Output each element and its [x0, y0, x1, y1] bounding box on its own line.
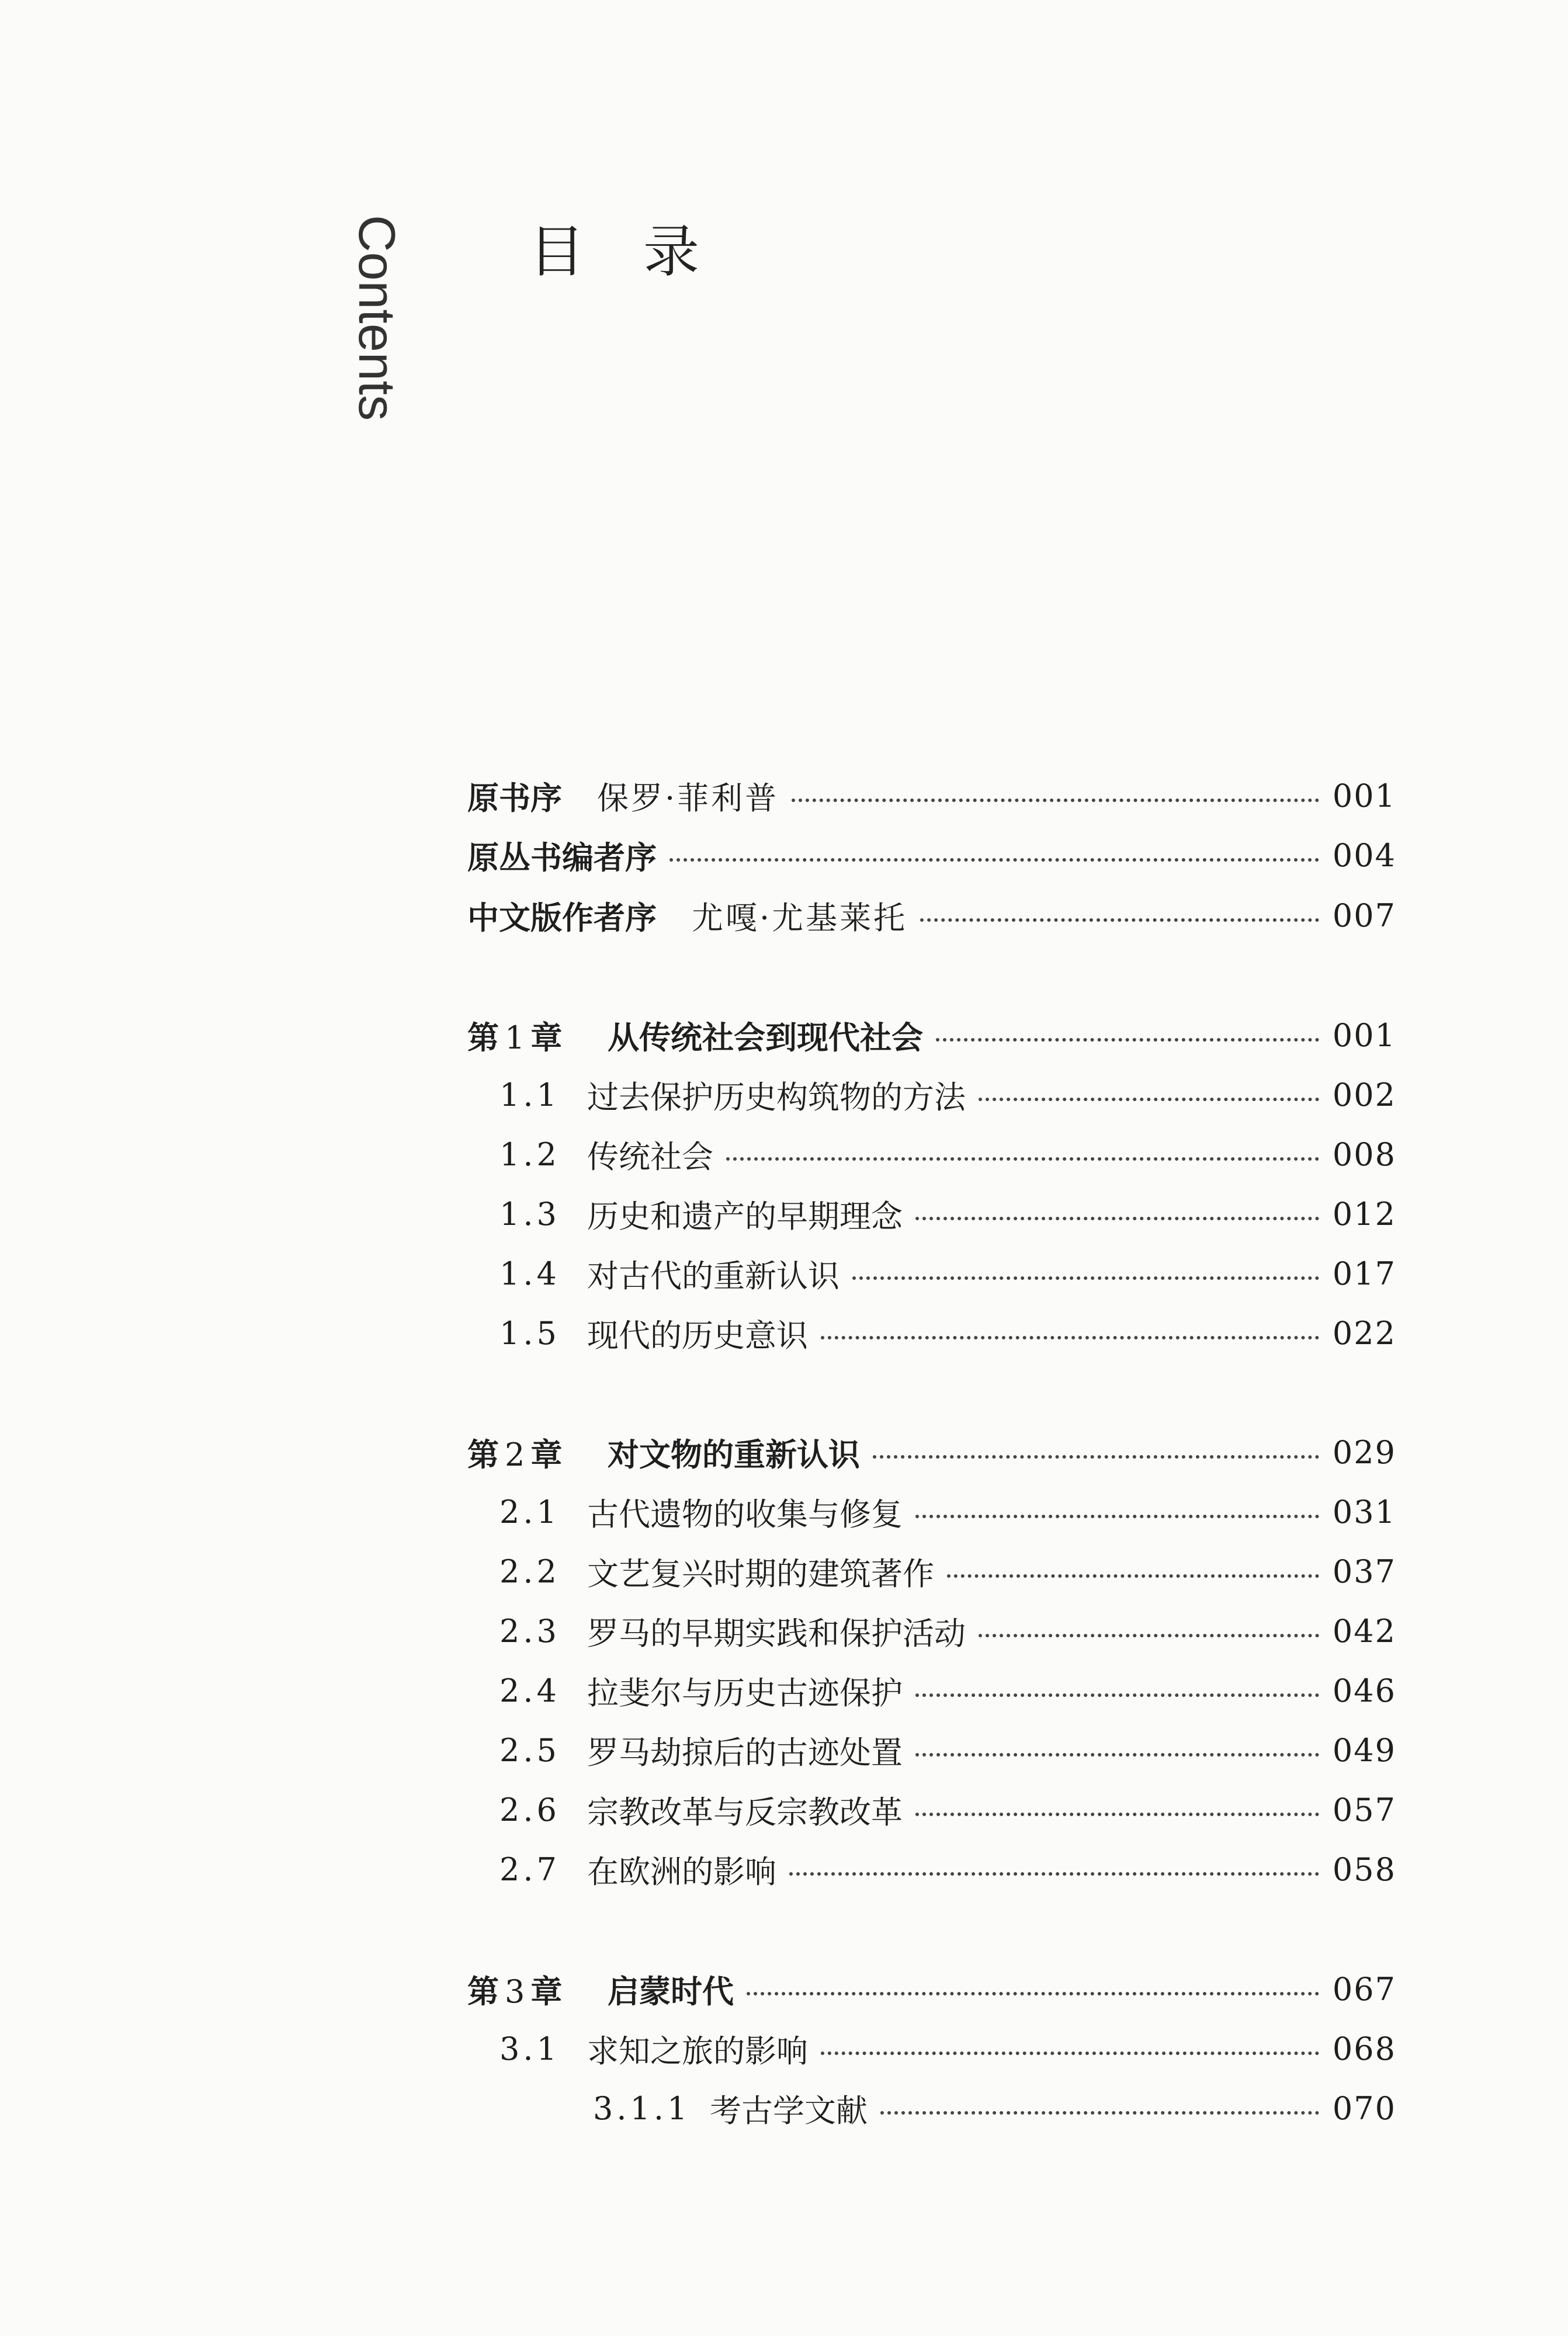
toc-section-1-2[interactable]: [499, 1131, 1396, 1178]
section-number: 2.5: [499, 1731, 560, 1769]
toc-leader-dots: [880, 2111, 1319, 2115]
toc-entry-author: 保罗·菲利普: [597, 779, 779, 817]
section-number: 1.4: [499, 1255, 560, 1292]
toc-page-number: 002: [1332, 1076, 1396, 1113]
section-title: 历史和遗产的早期理念: [587, 1197, 903, 1235]
toc-leader-dots: [726, 1157, 1319, 1161]
toc-page-number: 017: [1332, 1255, 1396, 1292]
toc-leader-dots: [915, 1515, 1319, 1518]
toc-leader-dots: [936, 1038, 1319, 1042]
toc-page-number: 037: [1332, 1553, 1396, 1590]
toc-leader-dots: [979, 1634, 1319, 1637]
toc-leader-dots: [821, 2052, 1319, 2055]
section-number: 2.7: [499, 1851, 560, 1888]
toc-leader-dots: [915, 1217, 1319, 1220]
toc-chapter-2[interactable]: [467, 1429, 1396, 1476]
toc-section-1-1[interactable]: [499, 1071, 1396, 1118]
toc-entry-label: 原书序: [467, 779, 562, 817]
toc-leader-dots: [979, 1098, 1319, 1101]
toc-leader-dots: [920, 918, 1319, 922]
toc-page-number: 029: [1332, 1433, 1396, 1471]
toc-section-2-4[interactable]: [499, 1667, 1396, 1714]
toc-section-2-2[interactable]: [499, 1548, 1396, 1595]
subsection-number: 3.1.1: [593, 2089, 691, 2127]
section-title: 拉斐尔与历史古迹保护: [587, 1674, 903, 1712]
toc-page-number: 012: [1332, 1195, 1396, 1233]
section-number: 1.1: [499, 1076, 560, 1113]
toc-leader-dots: [669, 858, 1319, 862]
section-title: 文艺复兴时期的建筑著作: [587, 1555, 934, 1592]
toc-page-number: 007: [1332, 897, 1396, 934]
toc-page-number: 031: [1332, 1493, 1396, 1530]
chapter-label: 第 3 章: [467, 1973, 563, 2010]
section-number: 1.2: [499, 1136, 560, 1173]
toc-leader-dots: [792, 799, 1319, 802]
side-title-contents: Contents: [348, 215, 406, 421]
chapter-title: 对文物的重新认识: [608, 1436, 860, 1473]
toc-page-number: 049: [1332, 1731, 1396, 1769]
section-title: 过去保护历史构筑物的方法: [587, 1078, 966, 1116]
toc-entry-series-editor-preface[interactable]: [467, 832, 1396, 879]
section-title: 传统社会: [587, 1138, 713, 1175]
section-title: 在欧洲的影响: [587, 1853, 776, 1890]
toc-leader-dots: [915, 1813, 1319, 1816]
section-title: 罗马劫掠后的古迹处置: [587, 1734, 903, 1771]
section-number: 2.2: [499, 1553, 560, 1590]
toc-leader-dots: [915, 1753, 1319, 1757]
toc-leader-dots: [747, 1992, 1319, 1995]
toc-entry-chinese-preface[interactable]: [467, 892, 1396, 939]
toc-chapter-1[interactable]: [467, 1012, 1396, 1058]
toc-chapter-3[interactable]: [467, 1966, 1396, 2012]
toc-leader-dots: [852, 1276, 1319, 1280]
toc-page-number: 067: [1332, 1970, 1396, 2008]
toc-leader-dots: [873, 1455, 1319, 1459]
toc-subsection-3-1-1[interactable]: [593, 2085, 1396, 2132]
chapter-title: 启蒙时代: [608, 1973, 734, 2010]
section-title: 求知之旅的影响: [587, 2032, 808, 2070]
section-number: 1.5: [499, 1314, 560, 1352]
section-title: 宗教改革与反宗教改革: [587, 1793, 903, 1831]
toc-leader-dots: [915, 1693, 1319, 1697]
toc-leader-dots: [947, 1574, 1319, 1578]
toc-page-number: 042: [1332, 1612, 1396, 1650]
toc-page-number: 046: [1332, 1672, 1396, 1709]
toc-section-1-4[interactable]: [499, 1250, 1396, 1297]
section-number: 2.1: [499, 1493, 560, 1530]
toc-page-number: 057: [1332, 1791, 1396, 1828]
chapter-title: 从传统社会到现代社会: [608, 1019, 923, 1056]
section-title: 罗马的早期实践和保护活动: [587, 1615, 966, 1652]
toc-entry-label: 中文版作者序: [467, 899, 657, 936]
toc-section-3-1[interactable]: [499, 2025, 1396, 2072]
section-number: 2.3: [499, 1612, 560, 1650]
toc-page-number: 001: [1332, 777, 1396, 814]
toc-leader-dots: [789, 1872, 1319, 1876]
toc-page-number: 070: [1332, 2089, 1396, 2127]
toc-entry-label: 原丛书编者序: [467, 839, 657, 876]
toc-page-number: 004: [1332, 836, 1396, 874]
section-number: 1.3: [499, 1195, 560, 1233]
toc-section-2-7[interactable]: [499, 1846, 1396, 1893]
section-number: 2.4: [499, 1672, 560, 1709]
toc-page-number: 068: [1332, 2030, 1396, 2067]
section-title: 现代的历史意识: [587, 1317, 808, 1354]
toc-section-1-3[interactable]: [499, 1190, 1396, 1237]
section-title: 对古代的重新认识: [587, 1257, 839, 1294]
toc-section-2-1[interactable]: [499, 1488, 1396, 1535]
section-title: 古代遗物的收集与修复: [587, 1495, 903, 1533]
toc-section-2-6[interactable]: [499, 1786, 1396, 1833]
toc-section-2-3[interactable]: [499, 1608, 1396, 1654]
section-number: 3.1: [499, 2030, 560, 2067]
toc-page-number: 001: [1332, 1016, 1396, 1054]
toc-leader-dots: [821, 1336, 1319, 1339]
toc-entry-preface[interactable]: [467, 772, 1396, 819]
section-number: 2.6: [499, 1791, 560, 1828]
chapter-label: 第 2 章: [467, 1436, 563, 1473]
toc-page-number: 008: [1332, 1136, 1396, 1173]
toc-section-1-5[interactable]: [499, 1310, 1396, 1356]
subsection-title: 考古学文献: [710, 2092, 868, 2129]
toc-section-2-5[interactable]: [499, 1727, 1396, 1773]
toc-entry-author: 尤嘎·尤基莱托: [692, 899, 908, 936]
chapter-label: 第 1 章: [467, 1019, 563, 1056]
toc-page-number: 022: [1332, 1314, 1396, 1352]
toc-page-number: 058: [1332, 1851, 1396, 1888]
page-title: 目录: [529, 219, 758, 284]
